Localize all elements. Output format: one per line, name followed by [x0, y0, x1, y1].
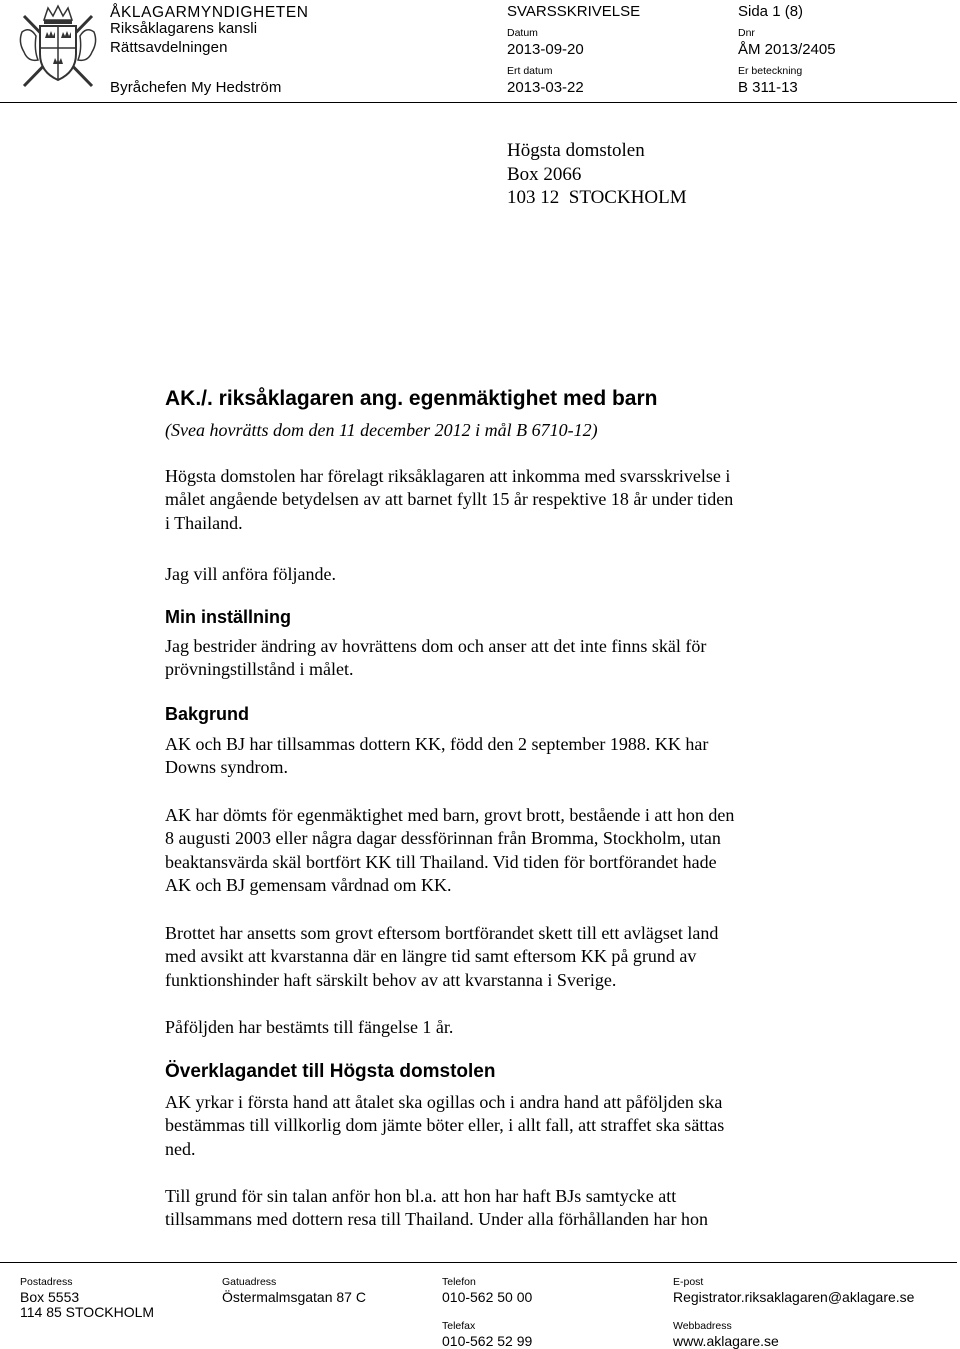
stance-paragraph: [165, 635, 825, 682]
text-line: AK och BJ har tillsammas dottern KK, född den 2 september 1988. KK har: [165, 734, 709, 754]
email-address[interactable]: Registrator.riksaklagaren@aklagare.se: [673, 1289, 915, 1305]
intro-followup: [165, 563, 825, 586]
street-address-label: Gatuadress: [222, 1276, 277, 1288]
your-reference-value: B 311-13: [738, 79, 798, 96]
agency-name: ÅKLAGARMYNDIGHETEN: [110, 4, 309, 21]
dnr-value: ÅM 2013/2405: [738, 41, 836, 58]
text-line: ned.: [165, 1138, 196, 1159]
text-line: funktionshinder haft särskilt behov av att kvarstanna i Sverige.: [165, 969, 617, 990]
case-subtitle: (Svea hovrätts dom den 11 december 2012 i mål B 6710-12): [165, 420, 598, 440]
your-reference-label: Er beteckning: [738, 65, 803, 77]
text-line: Högsta domstolen har förelagt riksåklagaren att inkomma med svarsskrivelse i: [165, 466, 731, 486]
text-line: bestämmas till villkorlig dom jämte böter eller, i allt fall, att straffet ska sättas: [165, 1115, 725, 1136]
website-label: Webbadress: [673, 1320, 732, 1332]
text-line: målet angående betydelsen av att barnet fyllt 15 år respektive 18 år under tiden: [165, 489, 734, 510]
email-label: E-post: [673, 1276, 704, 1288]
crest-icon: [14, 2, 102, 90]
text-line: Jag vill anföra följande.: [165, 564, 336, 584]
intro-paragraph: [165, 465, 825, 535]
appeal-paragraph-1: [165, 1091, 825, 1161]
dnr-label: Dnr: [738, 27, 755, 39]
text-line: 8 augusti 2003 eller några dagar dessförinnan från Bromma, Stockholm, utan: [165, 828, 721, 849]
postal-address-label: Postadress: [20, 1276, 73, 1288]
text-line: beaktansvärda skäl bortfört KK till Thailand. Vid tiden för bortförandet hade: [165, 851, 717, 872]
heading-stance: Min inställning: [165, 607, 291, 627]
coat-of-arms-logo: [14, 2, 102, 90]
document-type: SVARSSKRIVELSE: [507, 3, 641, 20]
office-name: Riksåklagarens kansli: [110, 20, 258, 37]
recipient-name: Högsta domstolen: [507, 140, 645, 161]
text-line: AK har dömts för egenmäktighet med barn, grovt brott, bestående i att hon den: [165, 805, 735, 825]
date-value: 2013-09-20: [507, 41, 584, 58]
date-label: Datum: [507, 27, 538, 39]
fax-label: Telefax: [442, 1320, 476, 1332]
background-paragraph-1: [165, 733, 825, 780]
case-title: AK./. riksåklagaren ang. egenmäktighet med barn: [165, 387, 658, 410]
text-line: Downs syndrom.: [165, 757, 289, 778]
postal-address-box: Box 5553: [20, 1289, 80, 1305]
text-line: med avsikt att kvarstanna där en längre tid samt eftersom KK på grund av: [165, 946, 697, 967]
author-name: Byråchefen My Hedström: [110, 79, 282, 96]
fax-number: 010-562 52 99: [442, 1333, 533, 1349]
website-address[interactable]: www.aklagare.se: [673, 1333, 779, 1349]
heading-appeal: Överklagandet till Högsta domstolen: [165, 1061, 496, 1082]
text-line: AK och BJ gemensam vårdnad om KK.: [165, 874, 452, 895]
postal-address-city: 114 85 STOCKHOLM: [20, 1304, 155, 1320]
text-line: Jag bestrider ändring av hovrättens dom och anser att det inte finns skäl för: [165, 636, 707, 656]
footer-divider: [0, 1262, 957, 1263]
your-date-label: Ert datum: [507, 65, 553, 77]
text-line: Påföljden har bestämts till fängelse 1 år.: [165, 1017, 454, 1037]
department-name: Rättsavdelningen: [110, 39, 228, 56]
phone-number: 010-562 50 00: [442, 1289, 533, 1305]
background-paragraph-4: [165, 1016, 825, 1039]
phone-label: Telefon: [442, 1276, 476, 1288]
recipient-box: Box 2066: [507, 164, 582, 185]
your-date-value: 2013-03-22: [507, 79, 584, 96]
text-line: AK yrkar i första hand att åtalet ska ogillas och i andra hand att påföljden ska: [165, 1092, 723, 1112]
street-address: Östermalmsgatan 87 C: [222, 1289, 366, 1305]
text-line: i Thailand.: [165, 512, 243, 533]
background-paragraph-3: [165, 922, 825, 992]
header-divider: [0, 102, 957, 103]
text-line: Brottet har ansetts som grovt eftersom bortförandet skett till ett avlägset land: [165, 923, 719, 943]
background-paragraph-2: [165, 804, 825, 897]
text-line: Till grund för sin talan anför hon bl.a. att hon har haft BJs samtycke att: [165, 1186, 677, 1206]
recipient-city: 103 12 STOCKHOLM: [507, 187, 687, 208]
text-line: prövningstillstånd i målet.: [165, 659, 354, 680]
heading-background: Bakgrund: [165, 704, 250, 724]
appeal-paragraph-2: [165, 1185, 825, 1232]
text-line: tillsammans med dottern resa till Thailand. Under alla förhållanden har hon: [165, 1209, 709, 1230]
page-indicator: Sida 1 (8): [738, 3, 804, 20]
